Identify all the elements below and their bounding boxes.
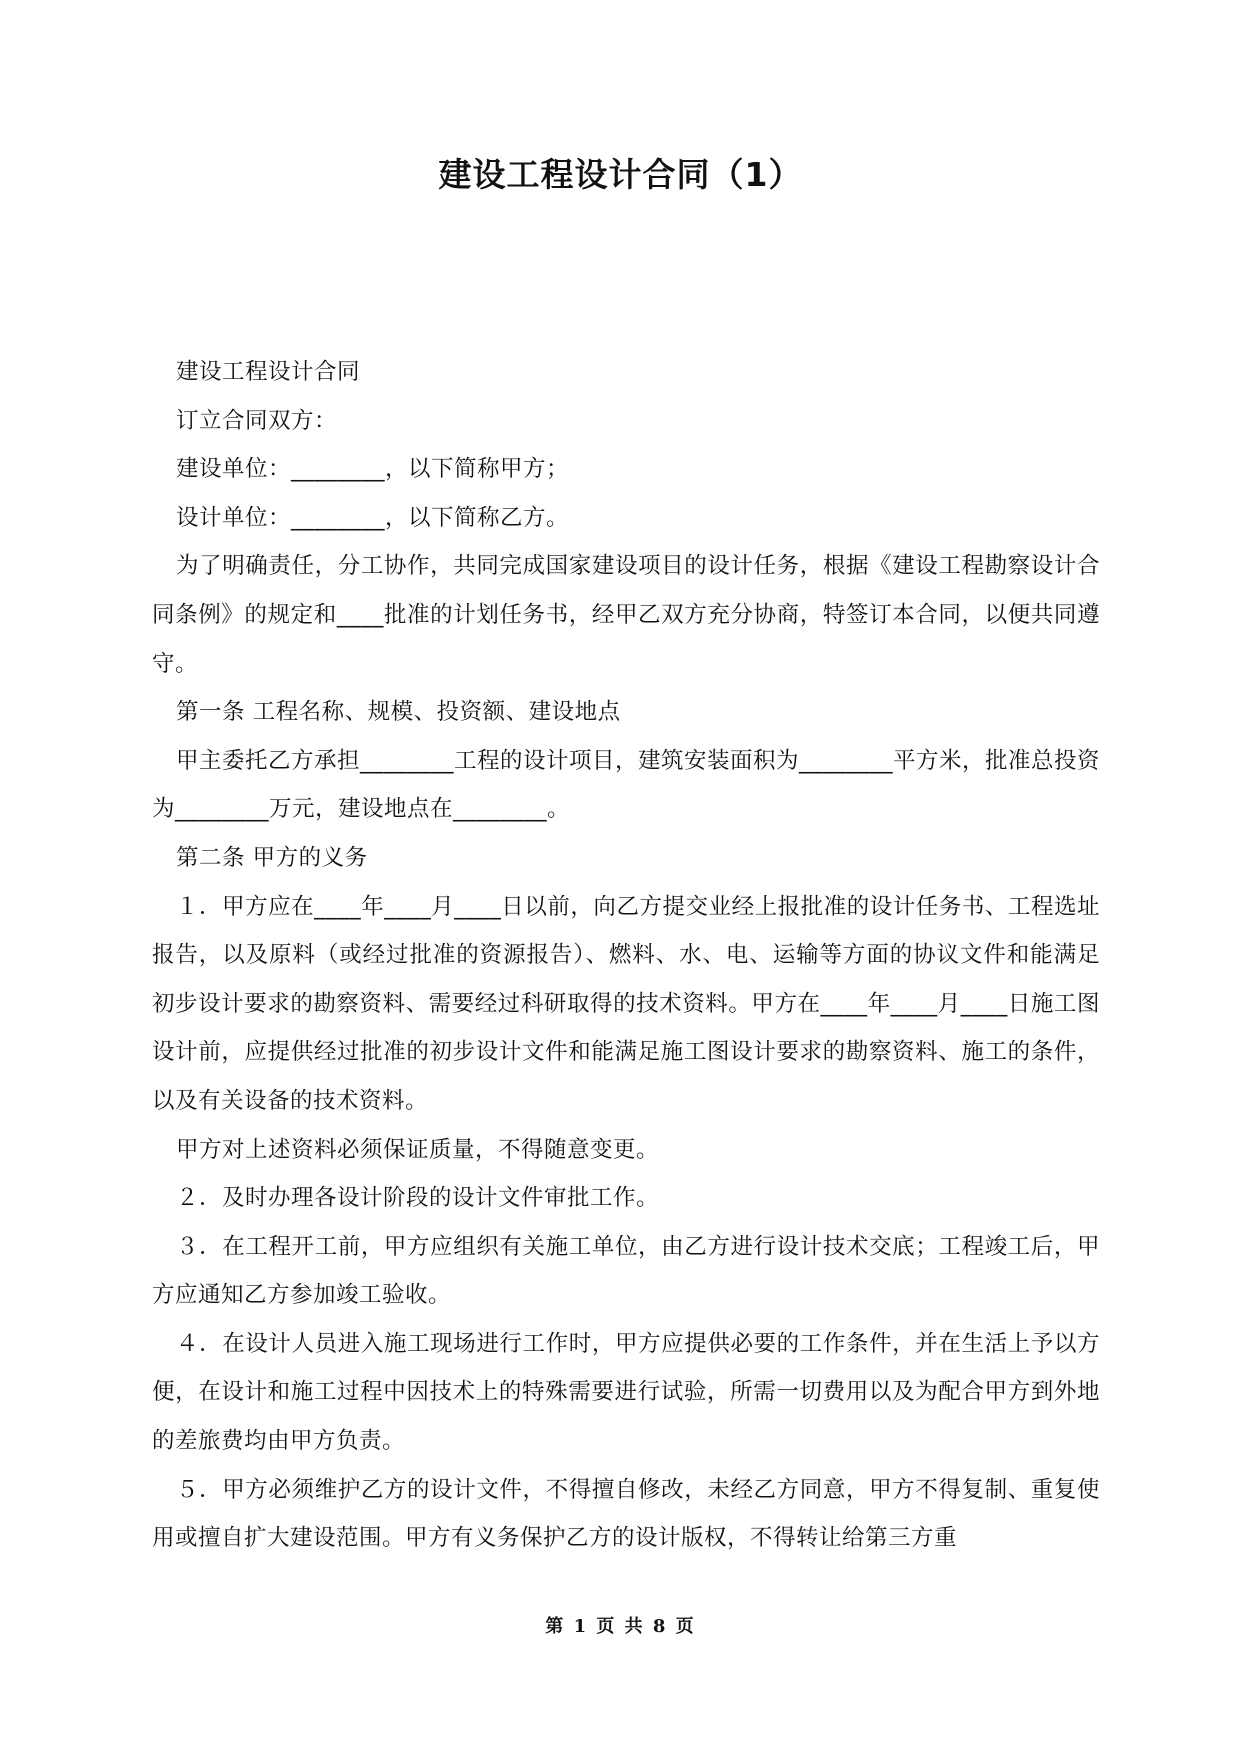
article-2-heading: 第二条 甲方的义务 (176, 844, 368, 871)
preamble-paragraph: 为了明确责任，分工协作，共同完成国家建设项目的设计任务，根据《建设工程勘察设计合同条例》的规定和____批准的计划任务书，经甲乙双方充分协商，特签订本合同，以便共同遵守。 (152, 553, 1100, 677)
document-body (152, 348, 1100, 1563)
article-1-body: 甲主委托乙方承担________工程的设计项目，建筑安装面积为________平方米，批准总投资为________万元，建设地点在________。 (152, 747, 1101, 823)
article-2-item-5: ５．甲方必须维护乙方的设计文件，不得擅自修改，未经乙方同意，甲方不得复制、重复使用或擅自扩大建设范围。甲方有义务保护乙方的设计版权，不得转让给第三方重 (152, 1476, 1100, 1552)
article-2-item-1: １．甲方应在____年____月____日以前，向乙方提交业经上报批准的设计任务书、工程选址报告，以及原料（或经过批准的资源报告）、燃料、水、电、运输等方面的协议文件和能满足初步设计要求的勘察资料、需要经过科研取得的技术资料。甲方在____年____月____日施工图设计前，应提供经过批准的初步设计文件和能满足施工图设计要求的勘察资料、施工的条件，以及有关设备的技术资料。 (152, 893, 1100, 1114)
article-2-item-3: ３．在工程开工前，甲方应组织有关施工单位，由乙方进行设计技术交底；工程竣工后，甲方应通知乙方参加竣工验收。 (152, 1233, 1100, 1309)
page-title: 建设工程设计合同（1） (438, 155, 803, 194)
article-2-item-4: ４．在设计人员进入施工现场进行工作时，甲方应提供必要的工作条件，并在生活上予以方便，在设计和施工过程中因技术上的特殊需要进行试验，所需一切费用以及为配合甲方到外地的差旅费均由甲方负责。 (152, 1330, 1100, 1455)
contract-parties-label: 订立合同双方： (176, 407, 338, 434)
party-a-line: 建设单位：________，以下简称甲方； (176, 456, 570, 483)
contract-heading: 建设工程设计合同 (176, 359, 361, 385)
article-1-heading: 第一条 工程名称、规模、投资额、建设地点 (176, 699, 621, 726)
page-number-footer: 第 1 页 共 8 页 (545, 1616, 696, 1637)
party-b-line: 设计单位：________，以下简称乙方。 (176, 504, 570, 531)
article-2-quality-note: 甲方对上述资料必须保证质量，不得随意变更。 (176, 1136, 660, 1163)
article-2-item-2: ２．及时办理各设计阶段的设计文件审批工作。 (176, 1185, 660, 1212)
